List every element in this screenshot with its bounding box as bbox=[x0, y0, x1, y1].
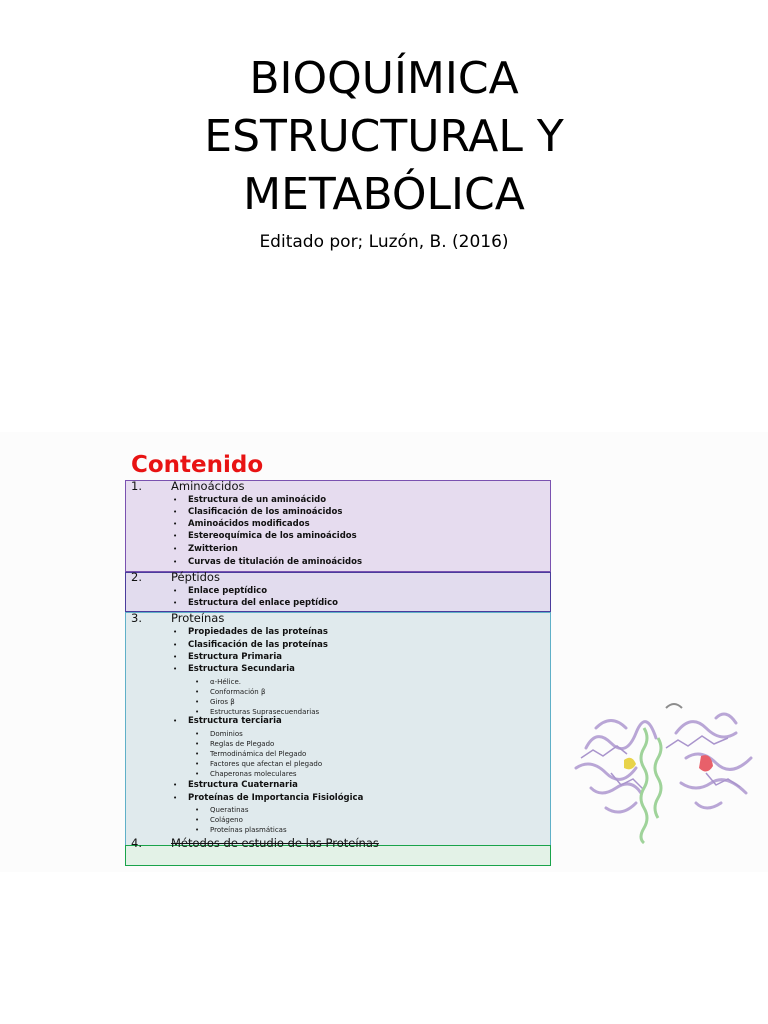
title-line-3: METABÓLICA bbox=[243, 169, 525, 220]
toc-item bbox=[173, 506, 342, 518]
contents-heading: Contenido bbox=[131, 452, 264, 478]
toc-subitem-label: Estructuras Suprasecuendarias bbox=[210, 708, 320, 716]
toc-subitem-label: Reglas de Plegado bbox=[210, 740, 275, 748]
toc-item-label: Estructura terciaria bbox=[188, 716, 282, 726]
title-line-1: BIOQUÍMICA bbox=[249, 53, 519, 104]
section-number: 3. bbox=[131, 611, 142, 625]
toc-subitem bbox=[195, 824, 287, 836]
bullet-icon: • bbox=[173, 665, 178, 673]
toc-item bbox=[173, 715, 282, 727]
toc-subitem-label: Termodinámica del Plegado bbox=[210, 750, 307, 758]
bullet-icon: • bbox=[195, 688, 200, 696]
toc-item bbox=[173, 663, 295, 675]
toc-item bbox=[173, 530, 357, 542]
toc-item-label: Estructura Cuaternaria bbox=[188, 780, 298, 790]
toc-subitem-label: Giros β bbox=[210, 698, 235, 706]
bullet-icon: • bbox=[173, 641, 178, 649]
bullet-icon: • bbox=[173, 717, 178, 725]
protein-structure-icon bbox=[566, 688, 766, 858]
toc-item bbox=[173, 494, 326, 506]
section-label: Aminoácidos bbox=[171, 479, 245, 493]
bullet-icon: • bbox=[173, 520, 178, 528]
bullet-icon: • bbox=[173, 587, 178, 595]
bullet-icon: • bbox=[173, 781, 178, 789]
section-number: 2. bbox=[131, 570, 142, 584]
toc-item-label: Proteínas de Importancia Fisiológica bbox=[188, 793, 364, 803]
toc-item bbox=[173, 543, 238, 555]
toc-subitem-label: Colágeno bbox=[210, 816, 243, 824]
toc-item-label: Aminoácidos modificados bbox=[188, 519, 310, 529]
bullet-icon: • bbox=[195, 698, 200, 706]
bullet-icon: • bbox=[195, 770, 200, 778]
toc-item-label: Clasificación de los aminoácidos bbox=[188, 507, 343, 517]
bullet-icon: • bbox=[173, 496, 178, 504]
toc-item-label: Estructura de un aminoácido bbox=[188, 495, 327, 505]
bullet-icon: • bbox=[195, 806, 200, 814]
bullet-icon: • bbox=[195, 678, 200, 686]
bullet-icon: • bbox=[173, 653, 178, 661]
section-label: Péptidos bbox=[171, 570, 220, 584]
toc-item-label: Propiedades de las proteínas bbox=[188, 627, 328, 637]
toc-subitem-label: Proteínas plasmáticas bbox=[210, 826, 287, 834]
bullet-icon: • bbox=[173, 545, 178, 553]
bullet-icon: • bbox=[195, 826, 200, 834]
toc-subitem-label: Conformación β bbox=[210, 688, 266, 696]
toc-item bbox=[173, 597, 338, 609]
section-label: Métodos de estudio de las Proteínas bbox=[171, 836, 379, 850]
section-number: 4. bbox=[131, 836, 142, 850]
section-number: 1. bbox=[131, 479, 142, 493]
bullet-icon: • bbox=[195, 708, 200, 716]
toc-subitem-label: Factores que afectan el plegado bbox=[210, 760, 323, 768]
section-label: Proteínas bbox=[171, 611, 225, 625]
bullet-icon: • bbox=[195, 730, 200, 738]
toc-item bbox=[173, 585, 267, 597]
section-1-title bbox=[131, 480, 244, 492]
toc-item-label: Estructura Secundaria bbox=[188, 664, 295, 674]
title-line-2: ESTRUCTURAL Y bbox=[204, 111, 564, 162]
bullet-icon: • bbox=[195, 740, 200, 748]
bullet-icon: • bbox=[173, 599, 178, 607]
section-4-title bbox=[131, 837, 379, 849]
bullet-icon: • bbox=[173, 508, 178, 516]
toc-item bbox=[173, 779, 298, 791]
author-line: Editado por; Luzón, B. (2016) bbox=[259, 232, 509, 252]
toc-item bbox=[173, 639, 328, 651]
document-title bbox=[0, 50, 768, 224]
toc-item-label: Enlace peptídico bbox=[188, 586, 268, 596]
toc-item-label: Curvas de titulación de aminoácidos bbox=[188, 557, 363, 567]
toc-item bbox=[173, 792, 363, 804]
toc-subitem-label: Queratinas bbox=[210, 806, 249, 814]
bullet-icon: • bbox=[173, 558, 178, 566]
toc-item-label: Estructura Primaria bbox=[188, 652, 282, 662]
section-3-title bbox=[131, 612, 224, 624]
bullet-icon: • bbox=[195, 816, 200, 824]
bullet-icon: • bbox=[195, 750, 200, 758]
toc-item-label: Zwitterion bbox=[188, 544, 238, 554]
toc-subitem-label: Dominios bbox=[210, 730, 243, 738]
toc-item-label: Clasificación de las proteínas bbox=[188, 640, 328, 650]
toc-subitem-label: Chaperonas moleculares bbox=[210, 770, 297, 778]
toc-item bbox=[173, 556, 362, 568]
bullet-icon: • bbox=[173, 532, 178, 540]
section-2-title bbox=[131, 571, 220, 583]
toc-item-label: Estructura del enlace peptídico bbox=[188, 598, 338, 608]
toc-item bbox=[173, 518, 310, 530]
toc-item bbox=[173, 626, 328, 638]
bullet-icon: • bbox=[173, 794, 178, 802]
toc-item-label: Estereoquímica de los aminoácidos bbox=[188, 531, 357, 541]
toc-subitem-label: α-Hélice. bbox=[210, 678, 241, 686]
bullet-icon: • bbox=[173, 628, 178, 636]
bullet-icon: • bbox=[195, 760, 200, 768]
toc-item bbox=[173, 651, 282, 663]
